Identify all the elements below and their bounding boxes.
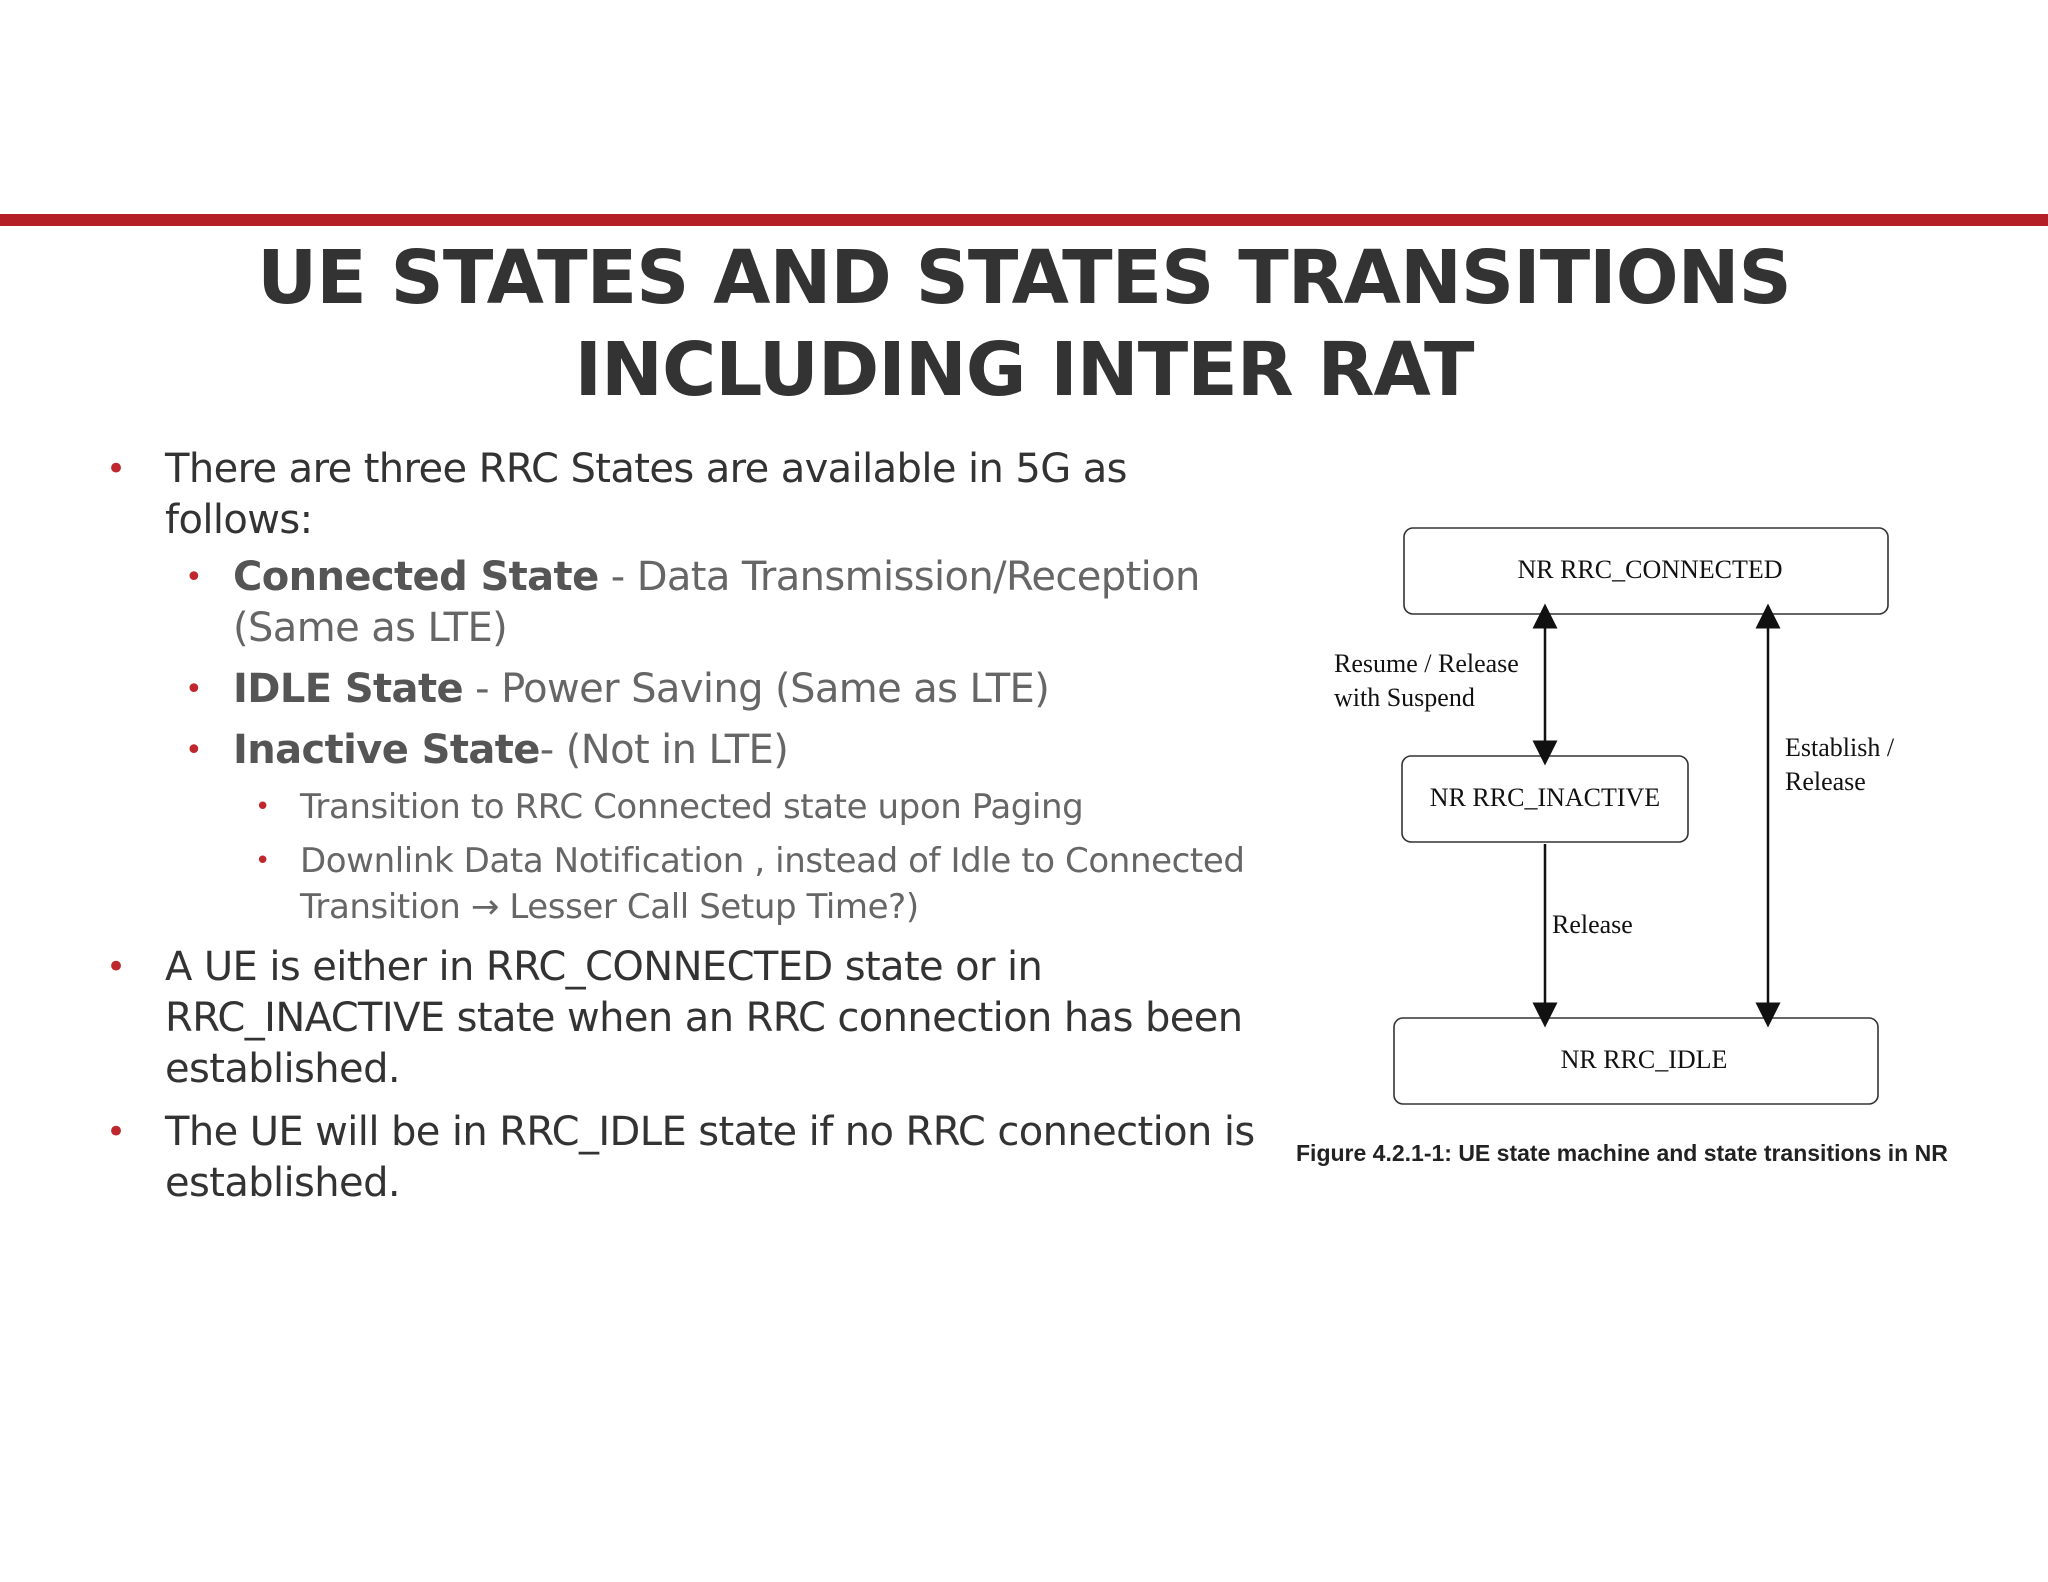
figure-caption: Figure 4.2.1-1: UE state machine and state transitions in NR — [1296, 1140, 1948, 1166]
bullet-rrc-states-text: There are three RRC States are available in 5G as follows: — [165, 446, 1127, 543]
bullet-inactive-state — [165, 725, 1260, 930]
bullet-idle-no-connection: • The UE will be in RRC_IDLE state if no RRC connection is established. — [100, 1107, 1260, 1209]
bullet-idle-state — [165, 664, 1260, 715]
idle-state-term: IDLE State — [233, 666, 463, 712]
inactive-sub-list — [233, 784, 1260, 930]
idle-state-desc: - Power Saving (Same as LTE) — [463, 666, 1050, 712]
header-accent-bar — [0, 214, 2048, 226]
state-machine-figure — [1290, 520, 2010, 1170]
slide-title — [0, 232, 2048, 416]
transition-label-establish-1: Establish / — [1785, 733, 1895, 762]
inactive-state-term: Inactive State — [233, 727, 540, 773]
bullet-list — [100, 444, 1260, 1209]
bullet-connected-state — [165, 552, 1260, 654]
connected-state-desc: - Data Transmission/Reception (Same as LTE) — [233, 554, 1200, 651]
slide-title-line-2: INCLUDING INTER RAT — [574, 327, 1474, 413]
transition-label-resume-2: with Suspend — [1334, 683, 1475, 712]
state-label-inactive: NR RRC_INACTIVE — [1429, 782, 1661, 812]
rrc-state-list — [165, 552, 1260, 930]
transition-label-release: Release — [1552, 910, 1633, 939]
state-machine-diagram — [1290, 520, 2010, 1170]
state-label-connected: NR RRC_CONNECTED — [1517, 554, 1783, 584]
inactive-state-desc: - (Not in LTE) — [539, 727, 789, 773]
bullet-connected-or-inactive: • A UE is either in RRC_CONNECTED state or in RRC_INACTIVE state when an RRC connection has been established. — [100, 942, 1260, 1095]
bullet-inactive-paging: • Transition to RRC Connected state upon Paging — [233, 784, 1260, 830]
bullet-inactive-downlink: • Downlink Data Notification , instead of Idle to Connected Transition → Lesser Call Setup Time?) — [233, 838, 1260, 930]
bullet-rrc-states — [100, 444, 1260, 930]
transition-label-resume-1: Resume / Release — [1334, 649, 1519, 678]
transition-label-establish-2: Release — [1785, 767, 1866, 796]
bullet-content — [100, 444, 1260, 1221]
state-label-idle: NR RRC_IDLE — [1560, 1044, 1728, 1074]
connected-state-term: Connected State — [233, 554, 599, 600]
slide-title-line-1: UE STATES AND STATES TRANSITIONS — [257, 235, 1791, 321]
